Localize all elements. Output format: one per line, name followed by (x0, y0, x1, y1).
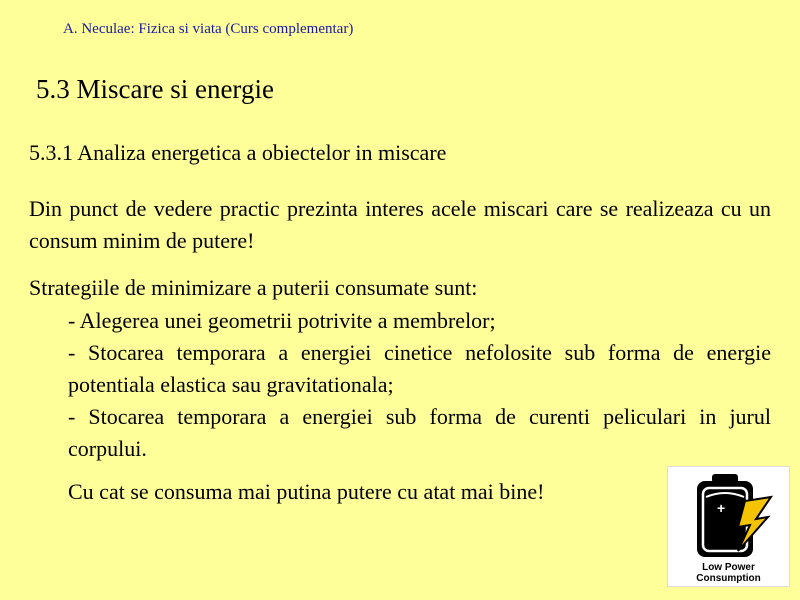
section-title: 5.3 Miscare si energie (36, 74, 274, 104)
plus-label: + (717, 500, 726, 516)
strategies-list (68, 305, 771, 465)
low-power-logo (667, 466, 790, 587)
low-power-battery-icon (668, 467, 789, 562)
subsection-title: 5.3.1 Analiza energetica a obiectelor in miscare (29, 140, 447, 165)
intro-paragraph: Din punct de vedere practic prezinta interes acele miscari care se realizeaza cu un consum minim de putere! (29, 196, 771, 253)
logo-text-line1: Low Power (702, 562, 755, 573)
list-item: - Stocarea temporara a energiei sub forma de curenti peliculari in jurul corpului. (68, 404, 771, 461)
course-header: A. Neculae: Fizica si viata (Curs complementar) (63, 21, 354, 37)
list-item: - Alegerea unei geometrii potrivite a membrelor; (68, 308, 496, 333)
conclusion-text: Cu cat se consuma mai putina putere cu atat mai bine! (68, 479, 545, 504)
strategies-lead: Strategiile de minimizare a puterii consumate sunt: (29, 275, 478, 300)
logo-text-line2: Consumption (696, 573, 761, 584)
list-item: - Stocarea temporara a energiei cinetice nefolosite sub forma de energie potentiala elastica sau gravitationala; (68, 340, 771, 397)
